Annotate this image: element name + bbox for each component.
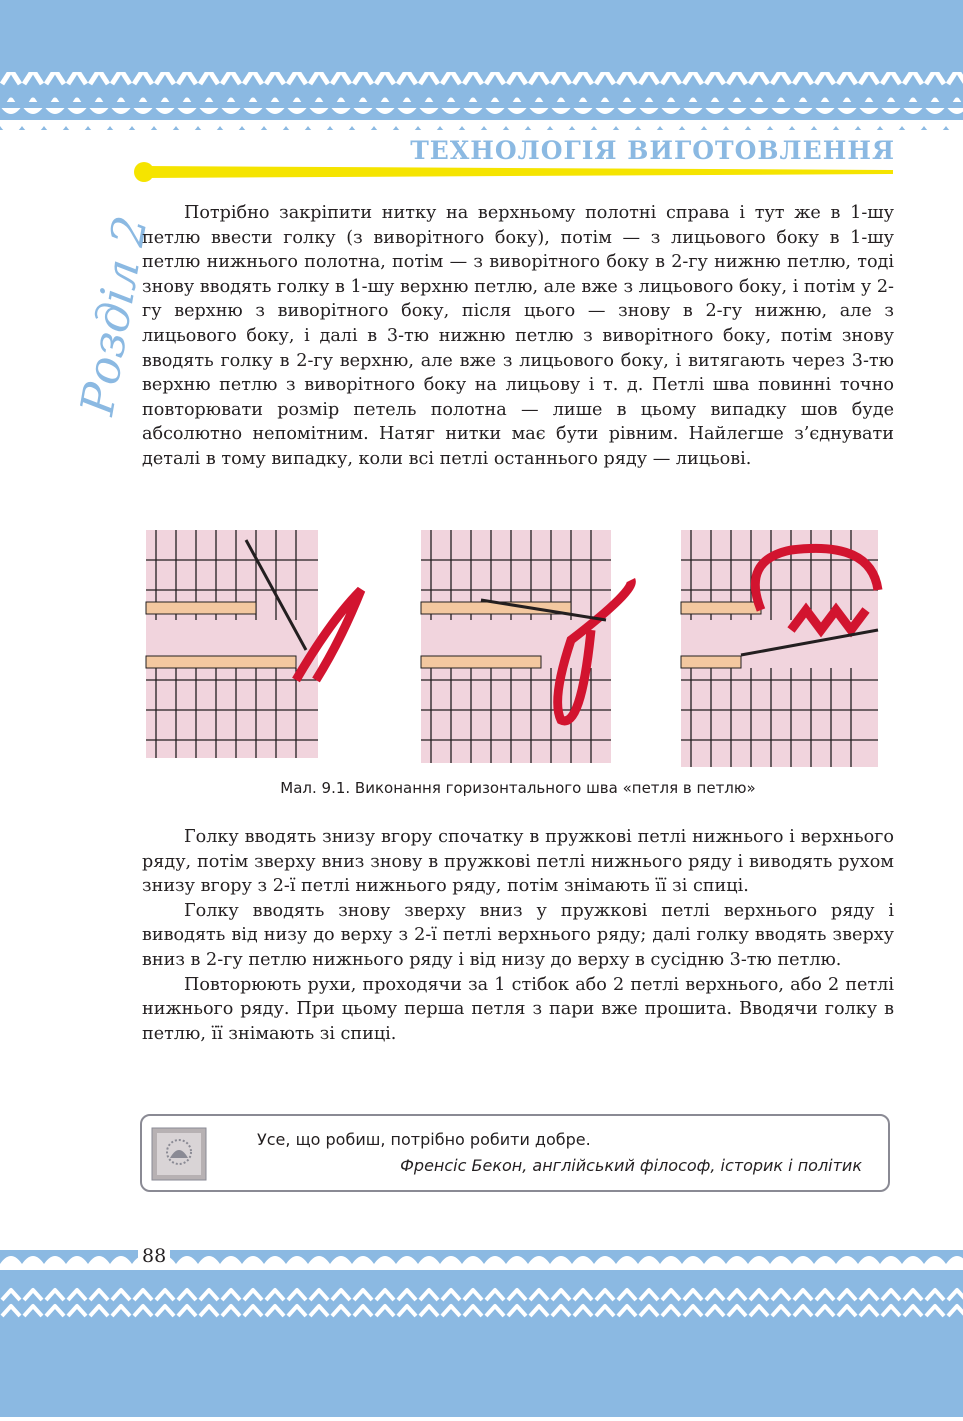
bottom-decorative-band <box>0 1250 963 1417</box>
quote-author: Френсіс Бекон, англійський філософ, історик і політик <box>400 1156 862 1175</box>
page-number: 88 <box>138 1245 170 1267</box>
paragraph-4: Повторюють рухи, проходячи за 1 стібок або 2 петлі верхнього, або 2 петлі нижнього ряду. При цьому перша петля з пари вже прошита. Вводячи голку в петлю, її знімають зі спиці. <box>142 974 894 1044</box>
quote-box <box>140 1114 890 1192</box>
top-decorative-band <box>0 0 963 130</box>
figure-panel-1 <box>146 530 318 758</box>
header-ornament <box>0 0 963 130</box>
body-text-1 <box>142 201 894 472</box>
figure-panel-3 <box>681 530 878 767</box>
body-text-2 <box>142 825 894 1046</box>
chapter-side-text: Розділ 2 <box>69 211 158 419</box>
chapter-side-label <box>64 211 158 422</box>
figure-panel-2 <box>421 530 611 763</box>
paragraph-3: Голку вводять знову зверху вниз у пружкові петлі верхнього ряду і виводять від низу до верху з 2-ї петлі верхнього ряду; далі голку вводять зверху вниз в 2-гу петлю нижнього ряду і від низу до верху в сусідню 3-тю петлю. <box>142 900 894 970</box>
paragraph-2: Голку вводять знизу вгору спочатку в пружкові петлі нижнього і верхнього ряду, потім зверху вниз знову в пружкові петлі нижнього ряду і виводять рухом знизу вгору з 2-ї петлі нижнього ряду, потім знімають її зі спиці. <box>142 827 894 897</box>
figure-caption: Мал. 9.1. Виконання горизонтального шва «петля в петлю» <box>280 779 756 797</box>
quote-emblem-icon <box>152 1128 206 1180</box>
footer-ornament <box>0 1250 963 1417</box>
section-title: ТЕХНОЛОГІЯ ВИГОТОВЛЕННЯ <box>410 136 895 165</box>
quote-text: Усе, що робиш, потрібно робити добре. <box>257 1130 591 1149</box>
yellow-underline <box>133 162 898 182</box>
paragraph-1: Потрібно закріпити нитку на верхньому полотні справа і тут же в 1-шу петлю ввести голку (з виворітного боку), потім — з лицьового боку в 1-шу петлю нижнього полотна, потім — з виворітного боку в 2-гу нижню петлю, тоді знову вводять голку в 1-шу верхню петлю, але вже з лицьового боку, і потім у 2-гу верхню з виворітного боку, після цього — знову в 2-гу нижню, але з лицьового боку, і далі в 3-тю нижню петлю з виворітного боку, потім знову вводять голку в 2-гу верхню, але вже з лицьового боку, і витягають через 3-тю верхню петлю з виворітного боку на лицьову і т. д. Петлі шва повинні точно повторювати розмір петель полотна — лише в цьому випадку шов буде абсолютно непомітним. Натяг нитки має бути рівним. Найлегше з’єднувати деталі в тому випадку, коли всі петлі останнього ряду — лицьові. <box>142 203 894 469</box>
